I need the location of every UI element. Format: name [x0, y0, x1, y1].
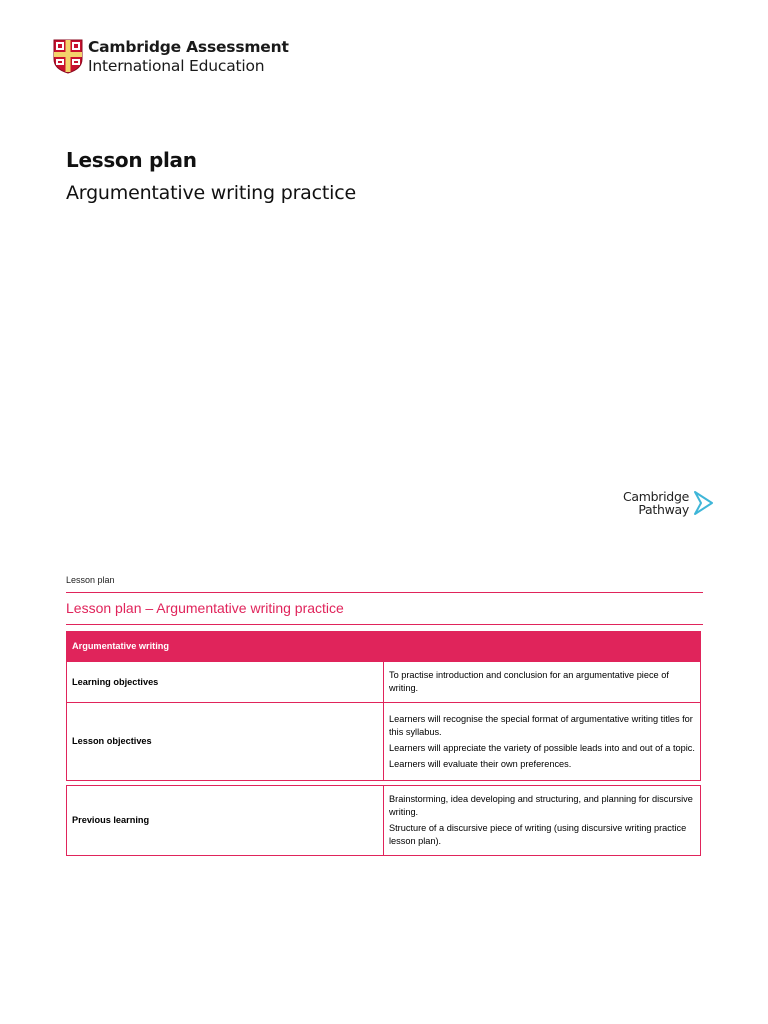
- divider-top: [66, 592, 703, 593]
- cambridge-pathway-logo: [623, 490, 715, 516]
- row-line: Brainstorming, idea developing and structuring, and planning for discursive writing.: [389, 794, 693, 817]
- row-line: To practise introduction and conclusion for an argumentative piece of writing.: [389, 670, 669, 693]
- table-row: [67, 662, 701, 703]
- cambridge-assessment-logo: [53, 39, 289, 74]
- section-title: Lesson plan – Argumentative writing practice: [66, 600, 344, 616]
- row-label-lesson-objectives: Lesson objectives: [67, 703, 384, 781]
- arrow-chevron-icon: [693, 490, 715, 516]
- row-value-learning-objectives: [384, 662, 701, 703]
- row-value-previous-learning: [384, 786, 701, 856]
- table-row: [67, 786, 701, 856]
- pathway-line-1: Cambridge: [623, 489, 689, 504]
- pathway-line-2: Pathway: [638, 502, 689, 517]
- row-value-lesson-objectives: [384, 703, 701, 781]
- row-line: Learners will appreciate the variety of possible leads into and out of a topic.: [389, 742, 695, 753]
- table-heading-row: [67, 632, 701, 662]
- table-row: [67, 703, 701, 781]
- logo-line-1: Cambridge Assessment: [88, 38, 289, 56]
- row-label-previous-learning: Previous learning: [67, 786, 384, 856]
- cover-subtitle: Argumentative writing practice: [66, 182, 356, 204]
- cambridge-shield-icon: [53, 39, 83, 74]
- cover-title: Lesson plan: [66, 148, 197, 172]
- running-header: Lesson plan: [66, 575, 115, 585]
- divider-bottom: [66, 624, 703, 625]
- row-label-learning-objectives: Learning objectives: [67, 662, 384, 703]
- table-heading: Argumentative writing: [67, 632, 701, 662]
- row-line: Learners will evaluate their own preferences.: [389, 758, 572, 769]
- logo-line-2: International Education: [88, 56, 265, 75]
- row-line: Structure of a discursive piece of writing (using discursive writing practice lesson plan).: [389, 823, 687, 846]
- row-line: Learners will recognise the special format of argumentative writing titles for this syllabus.: [389, 713, 693, 737]
- lesson-plan-table: [66, 631, 701, 856]
